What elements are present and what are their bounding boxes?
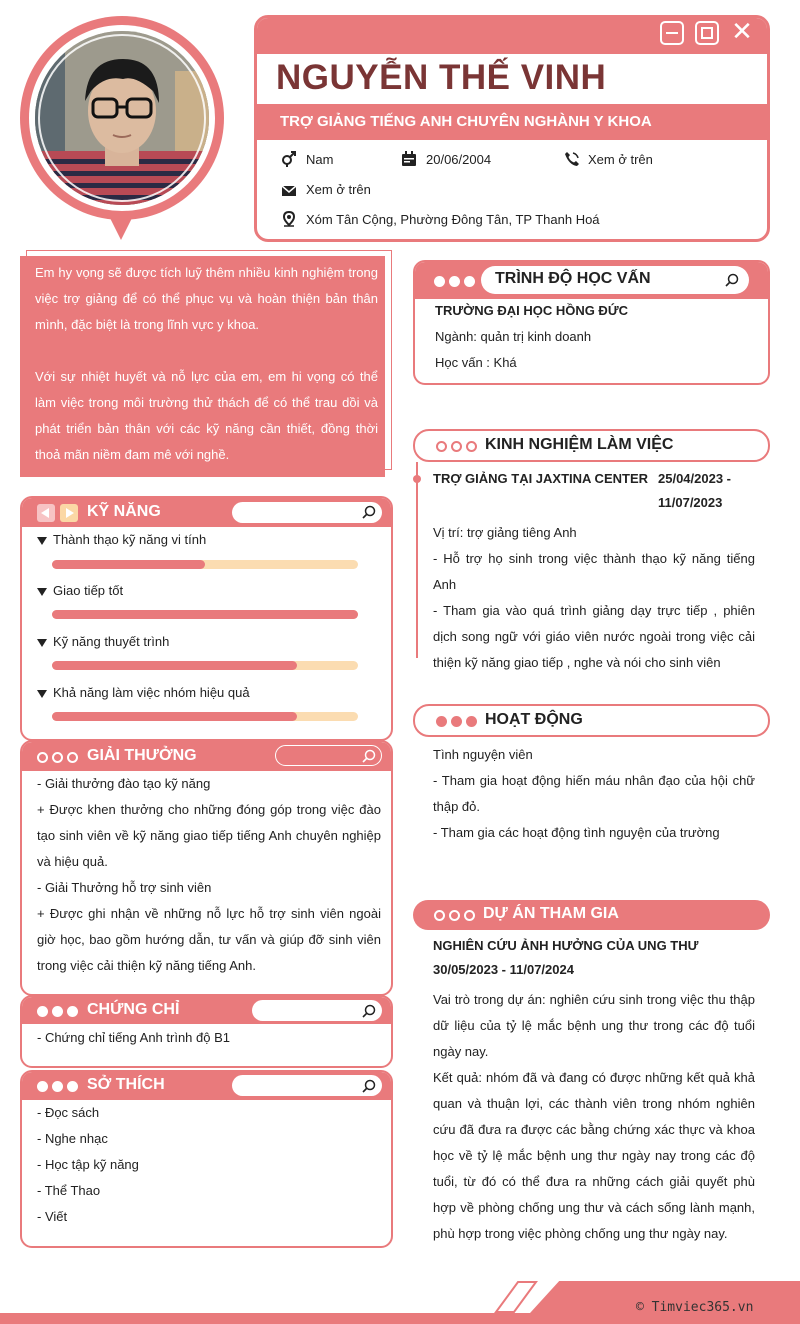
education-grade: Học vấn : Khá bbox=[435, 355, 517, 370]
full-name: NGUYỄN THẾ VINH bbox=[276, 58, 607, 97]
dot-icon bbox=[449, 910, 460, 921]
skill-bar bbox=[52, 560, 358, 569]
skill-label: Thành thạo kỹ năng vi tính bbox=[53, 532, 207, 547]
activity-line: Tình nguyện viên bbox=[433, 747, 533, 762]
dot-icon bbox=[436, 716, 447, 727]
award-line: - Giải thưởng đào tạo kỹ năng bbox=[37, 776, 211, 791]
maximize-icon bbox=[695, 21, 719, 45]
awards-title: GIẢI THƯỞNG bbox=[87, 747, 197, 764]
header-top-bar bbox=[257, 18, 767, 54]
education-title: TRÌNH ĐỘ HỌC VẤN bbox=[495, 270, 651, 287]
activities-body bbox=[433, 742, 755, 846]
search-icon bbox=[362, 1004, 376, 1018]
experience-date-start: 25/04/2023 - bbox=[658, 471, 732, 486]
dot-icon bbox=[67, 1081, 78, 1092]
hobbies-search-pill bbox=[232, 1075, 382, 1096]
certificates-title: CHỨNG CHỈ bbox=[87, 1001, 180, 1018]
dot-icon bbox=[37, 1006, 48, 1017]
prev-arrow-icon bbox=[37, 504, 55, 522]
dot-icon bbox=[52, 752, 63, 763]
caret-down-icon bbox=[37, 690, 47, 698]
hobbies-dots bbox=[37, 1080, 82, 1095]
close-icon: ✕ bbox=[731, 17, 753, 47]
search-icon bbox=[362, 749, 376, 763]
search-icon bbox=[725, 273, 739, 287]
certificate-line: - Chứng chỉ tiếng Anh trình độ B1 bbox=[37, 1030, 230, 1045]
skill-bar-fill bbox=[52, 661, 297, 670]
address-value: Xóm Tân Cộng, Phường Đông Tân, TP Thanh Hoá bbox=[306, 212, 600, 227]
certificates-dots bbox=[37, 1005, 82, 1020]
activity-line: - Tham gia hoạt động hiến máu nhân đạo của hội chữ thập đỏ. bbox=[433, 773, 755, 814]
education-dots bbox=[434, 275, 479, 290]
caret-down-icon bbox=[37, 537, 47, 545]
calendar-icon bbox=[401, 151, 417, 167]
dot-icon bbox=[67, 1006, 78, 1017]
experience-company: TRỢ GIẢNG TẠI JAXTINA CENTER bbox=[433, 471, 649, 486]
dot-icon bbox=[67, 752, 78, 763]
projects-body bbox=[433, 987, 755, 1247]
dot-icon bbox=[451, 441, 462, 452]
skill-label: Khả năng làm việc nhóm hiệu quả bbox=[53, 685, 250, 700]
skill-bar bbox=[52, 712, 358, 721]
birthday-value: 20/06/2004 bbox=[426, 152, 492, 167]
project-name: NGHIÊN CỨU ẢNH HƯỞNG CỦA UNG THƯ bbox=[433, 938, 699, 953]
school-name: TRƯỜNG ĐẠI HỌC HỒNG ĐỨC bbox=[435, 303, 628, 318]
position-title: TRỢ GIẢNG TIẾNG ANH CHUYÊN NGHÀNH Y KHOA bbox=[280, 113, 652, 130]
projects-title: DỰ ÁN THAM GIA bbox=[483, 905, 619, 922]
hobbies-body bbox=[37, 1100, 139, 1230]
timeline-dot bbox=[413, 475, 421, 483]
dot-icon bbox=[52, 1006, 63, 1017]
search-icon bbox=[362, 505, 376, 519]
gender-icon bbox=[281, 151, 297, 167]
skill-bar bbox=[52, 661, 358, 670]
project-result: Kết quả: nhóm đã và đang có được những kết quả khả quan và thuận lợi, các thành viên trong nhóm nghiên cứu đã đưa ra được các bằng chứng xác thực và khoa học về tỷ lệ mắc bệnh ung thư ngày nay trong các độ tuổi, từ đó có thể đưa ra những cách giải quyết phù hợp về phòng chống ung thư và cách sống lành mạnh, phù hợp trong việc phòng chống ung thư ngày nay. bbox=[433, 1070, 755, 1241]
gender-value: Nam bbox=[306, 152, 334, 167]
dot-icon bbox=[464, 276, 475, 287]
activities-title: HOẠT ĐỘNG bbox=[485, 711, 583, 728]
minimize-icon bbox=[660, 21, 684, 45]
next-arrow-icon bbox=[60, 504, 78, 522]
dot-icon bbox=[449, 276, 460, 287]
skill-bar bbox=[52, 610, 358, 619]
email-value: Xem ở trên bbox=[306, 182, 371, 197]
objective-spacer bbox=[35, 338, 378, 364]
activities-dots bbox=[436, 715, 481, 730]
education-major: Ngành: quản trị kinh doanh bbox=[435, 329, 592, 344]
skill-item bbox=[37, 527, 206, 553]
footer-slash-icon bbox=[494, 1280, 538, 1314]
dot-icon bbox=[37, 752, 48, 763]
footer-credit: © Timviec365.vn bbox=[636, 1300, 754, 1315]
awards-body bbox=[37, 771, 381, 979]
projects-dots bbox=[434, 909, 479, 924]
hobby-item: - Đọc sách bbox=[37, 1105, 100, 1120]
hobbies-title: SỞ THÍCH bbox=[87, 1076, 165, 1093]
awards-dots bbox=[37, 751, 82, 766]
hobby-item: - Thể Thao bbox=[37, 1183, 101, 1198]
dot-icon bbox=[466, 716, 477, 727]
skill-bar-fill bbox=[52, 610, 358, 619]
dot-icon bbox=[436, 441, 447, 452]
award-line: - Giải Thưởng hỗ trợ sinh viên bbox=[37, 880, 212, 895]
skill-item bbox=[37, 680, 250, 706]
caret-down-icon bbox=[37, 639, 47, 647]
experience-dots bbox=[436, 440, 481, 455]
experience-timeline bbox=[416, 462, 418, 658]
experience-date-end: 11/07/2023 bbox=[658, 495, 723, 510]
phone-icon bbox=[564, 151, 580, 167]
dot-icon bbox=[466, 441, 477, 452]
skill-label: Kỹ năng thuyết trình bbox=[53, 634, 170, 649]
skill-label: Giao tiếp tốt bbox=[53, 583, 124, 598]
dot-icon bbox=[451, 716, 462, 727]
project-dates: 30/05/2023 - 11/07/2024 bbox=[433, 962, 574, 977]
avatar-pin bbox=[107, 212, 135, 240]
project-role: Vai trò trong dự án: nghiên cứu sinh trong việc thu thập dữ liệu của tỷ lệ mắc bệnh ung thư trong các độ tuổi ngày nay. bbox=[433, 992, 755, 1059]
dot-icon bbox=[434, 910, 445, 921]
dot-icon bbox=[37, 1081, 48, 1092]
hobby-item: - Học tập kỹ năng bbox=[37, 1157, 139, 1172]
phone-value: Xem ở trên bbox=[588, 152, 653, 167]
experience-body bbox=[433, 520, 755, 676]
experience-line: - Tham gia vào quá trình giảng dạy trực tiếp , phiên dịch song ngữ với giáo viên nước ngoài trong việc cải thiện kỹ năng giao tiếp , nghe và nói cho sinh viên bbox=[433, 603, 755, 670]
objective-paragraph-1: Em hy vọng sẽ được tích luỹ thêm nhiều kinh nghiệm trong việc trợ giảng để có thể phục vụ và hoàn thiện bản thân mình, đặc biệt là trong lĩnh vực y khoa. bbox=[35, 265, 378, 332]
experience-line: Vị trí: trợ giảng tiêng Anh bbox=[433, 525, 577, 540]
skill-item bbox=[37, 578, 123, 604]
dot-icon bbox=[52, 1081, 63, 1092]
activity-line: - Tham gia các hoạt động tình nguyện của trường bbox=[433, 825, 720, 840]
location-icon bbox=[281, 211, 297, 227]
objective-text bbox=[35, 260, 378, 468]
skill-bar-fill bbox=[52, 712, 297, 721]
skills-title: KỸ NĂNG bbox=[87, 503, 161, 520]
experience-line: - Hỗ trợ họ sinh trong việc thành thạo kỹ năng tiếng Anh bbox=[433, 551, 755, 592]
email-icon bbox=[281, 183, 297, 199]
skills-search-pill bbox=[232, 502, 382, 523]
hobby-item: - Nghe nhạc bbox=[37, 1131, 108, 1146]
experience-title: KINH NGHIỆM LÀM VIỆC bbox=[485, 436, 674, 453]
dot-icon bbox=[464, 910, 475, 921]
caret-down-icon bbox=[37, 588, 47, 596]
avatar bbox=[35, 31, 209, 205]
dot-icon bbox=[434, 276, 445, 287]
award-line: + Được khen thưởng cho những đóng góp trong việc đào tạo sinh viên về kỹ năng giao tiếp tiếng Anh chuyên nghiệp và hiệu quả. bbox=[37, 802, 381, 869]
search-icon bbox=[362, 1079, 376, 1093]
objective-paragraph-2: Với sự nhiệt huyết và nỗ lực của em, em hi vọng có thể làm việc trong môi trường thử thách để có thể trau dồi và phát triển bản thân với các kỹ năng cần thiết, đồng thời thoả mãn niềm đam mê với nghề. bbox=[35, 369, 378, 462]
award-line: + Được ghi nhận về những nỗ lực hỗ trợ sinh viên ngoài giờ học, bao gồm hướng dẫn, tư vấn và giúp đỡ sinh viên trong việc cải thiện kỹ năng tiếng Anh. bbox=[37, 906, 381, 973]
skill-item bbox=[37, 629, 169, 655]
skill-bar-fill bbox=[52, 560, 205, 569]
hobby-item: - Viết bbox=[37, 1209, 68, 1224]
